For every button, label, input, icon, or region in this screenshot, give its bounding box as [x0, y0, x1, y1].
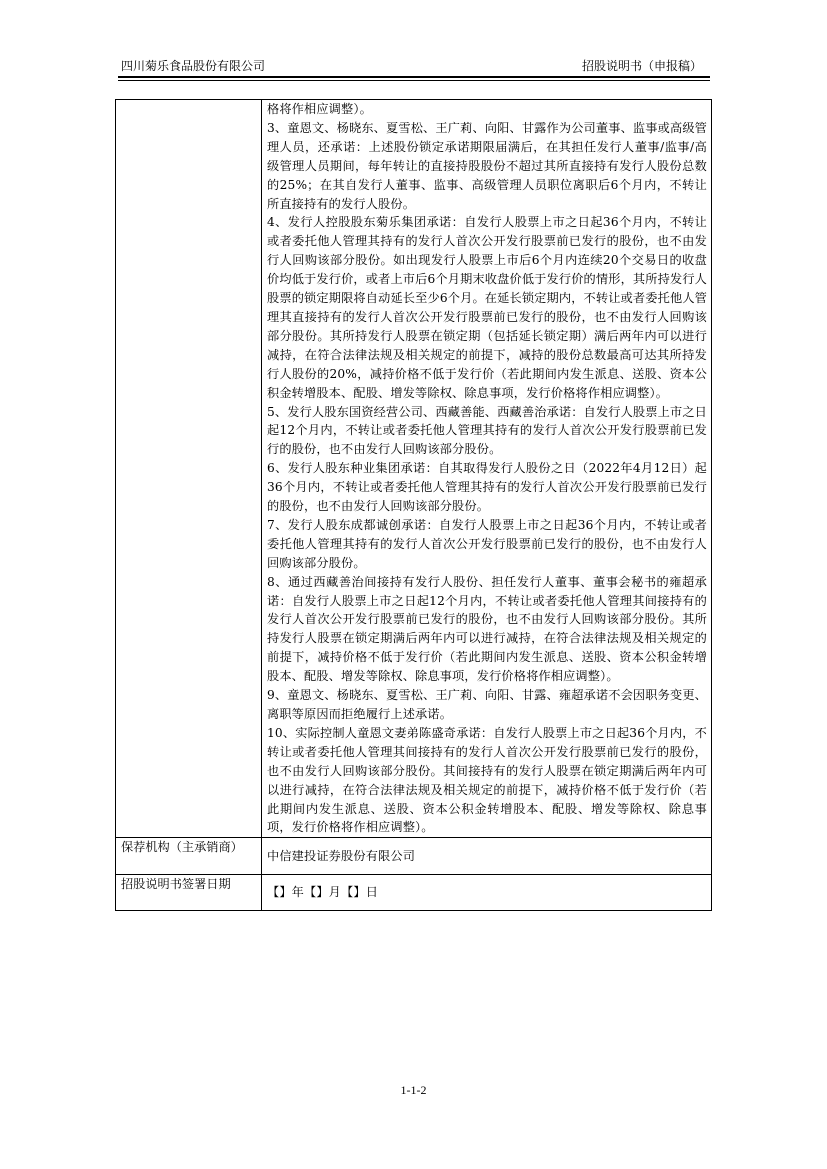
sign-date-label: 招股说明书签署日期: [116, 875, 262, 911]
commitments-label-cell: [116, 100, 262, 838]
commitment-paragraph: 8、通过西藏善治间接持有发行人股份、担任发行人董事、董事会秘书的雍超承诺：自发行人股票上市之日起12个月内，不转让或者委托他人管理其间接持有的发行人首次公开发行股票前已发行的股份，也不由发行人回购该部分股份。其所持发行人股票在锁定期满后两年内可以进行减持，在符合法律法规及相关规定的前提下，减持价格不低于发行价（若此期间内发生派息、送股、资本公积金转增股本、配股、增发等除权、除息事项，发行价格将作相应调整）。: [267, 574, 707, 684]
sponsor-value: 中信建投证券股份有限公司: [262, 838, 712, 875]
sign-date-value: 【】年【】月【】日: [262, 875, 712, 911]
commitment-paragraph: 9、童恩文、杨晓东、夏雪松、王广莉、向阳、甘露、雍超承诺不会因职务变更、离职等原因而拒绝履行上述承诺。: [267, 688, 707, 721]
header-rule-thick: [118, 76, 710, 78]
commitment-paragraph: 6、发行人股东种业集团承诺：自其取得发行人股份之日（2022年4月12日）起36个月内，不转让或者委托他人管理其持有的发行人首次公开发行股票前已发行的股份，也不由发行人回购该部分股份。: [267, 461, 707, 514]
commitment-paragraph: 格将作相应调整）。: [267, 102, 372, 116]
commitment-paragraph: 10、实际控制人童恩文妻弟陈盛奇承诺：自发行人股票上市之日起36个月内，不转让或者委托他人管理其间接持有的发行人首次公开发行股票前已发行的股份，也不由发行人回购该部分股份。其间接持有的发行人股票在锁定期满后两年内可以进行减持，在符合法律法规及相关规定的前提下，减持价格不低于发行价（若此期间内发生派息、送股、资本公积金转增股本、配股、增发等除权、除息事项，发行价格将作相应调整）。: [267, 725, 707, 835]
commitments-row: [116, 100, 712, 838]
sponsor-row: [116, 838, 712, 875]
commitments-cell: [262, 100, 712, 838]
page-number: 1-1-2: [400, 1083, 427, 1097]
commitment-paragraph: 7、发行人股东成都诚创承诺：自发行人股票上市之日起36个月内，不转让或者委托他人管理其持有的发行人首次公开发行股票前已发行的股份，也不由发行人回购该部分股份。: [267, 517, 707, 570]
offering-info-table: [115, 99, 712, 911]
header-document-type: 招股说明书（申报稿）: [581, 59, 702, 73]
header-company-name: 四川菊乐食品股份有限公司: [121, 59, 266, 73]
commitment-paragraph: 3、童恩文、杨晓东、夏雪松、王广莉、向阳、甘露作为公司董事、监事或高级管理人员，还承诺：上述股份锁定承诺期限届满后，在其担任发行人董事/监事/高级管理人员期间，每年转让的直接持股股份不超过其所直接持有发行人股份总数的25%；在其自发行人董事、监事、高级管理人员职位离职后6个月内，不转让所直接持有的发行人股份。: [267, 120, 707, 211]
sponsor-label: 保荐机构（主承销商）: [116, 838, 262, 875]
header-rule-thin: [118, 80, 710, 81]
commitment-paragraph: 5、发行人股东国资经营公司、西藏善能、西藏善治承诺：自发行人股票上市之日起12个月内，不转让或者委托他人管理其持有的发行人首次公开发行股票前已发行的股份，也不由发行人回购该部分股份。: [267, 404, 707, 457]
commitment-paragraph: 4、发行人控股股东菊乐集团承诺：自发行人股票上市之日起36个月内，不转让或者委托他人管理其持有的发行人首次公开发行股票前已发行的股份，也不由发行人回购该部分股份。如出现发行人股票上市后6个月内连续20个交易日的收盘价均低于发行价，或者上市后6个月期末收盘价低于发行价的情形，其所持发行人股票的锁定期限将自动延长至少6个月。在延长锁定期内，不转让或者委托他人管理其直接持有的发行人首次公开发行股票前已发行的股份，也不由发行人回购该部分股份。其所持发行人股票在锁定期（包括延长锁定期）满后两年内可以进行减持，在符合法律法规及相关规定的前提下，减持的股份总数最高可达其所持发行人股份的20%，减持价格不低于发行价（若此期间内发生派息、送股、资本公积金转增股本、配股、增发等除权、除息事项，发行价格将作相应调整）。: [267, 215, 707, 400]
sign-date-row: [116, 875, 712, 911]
